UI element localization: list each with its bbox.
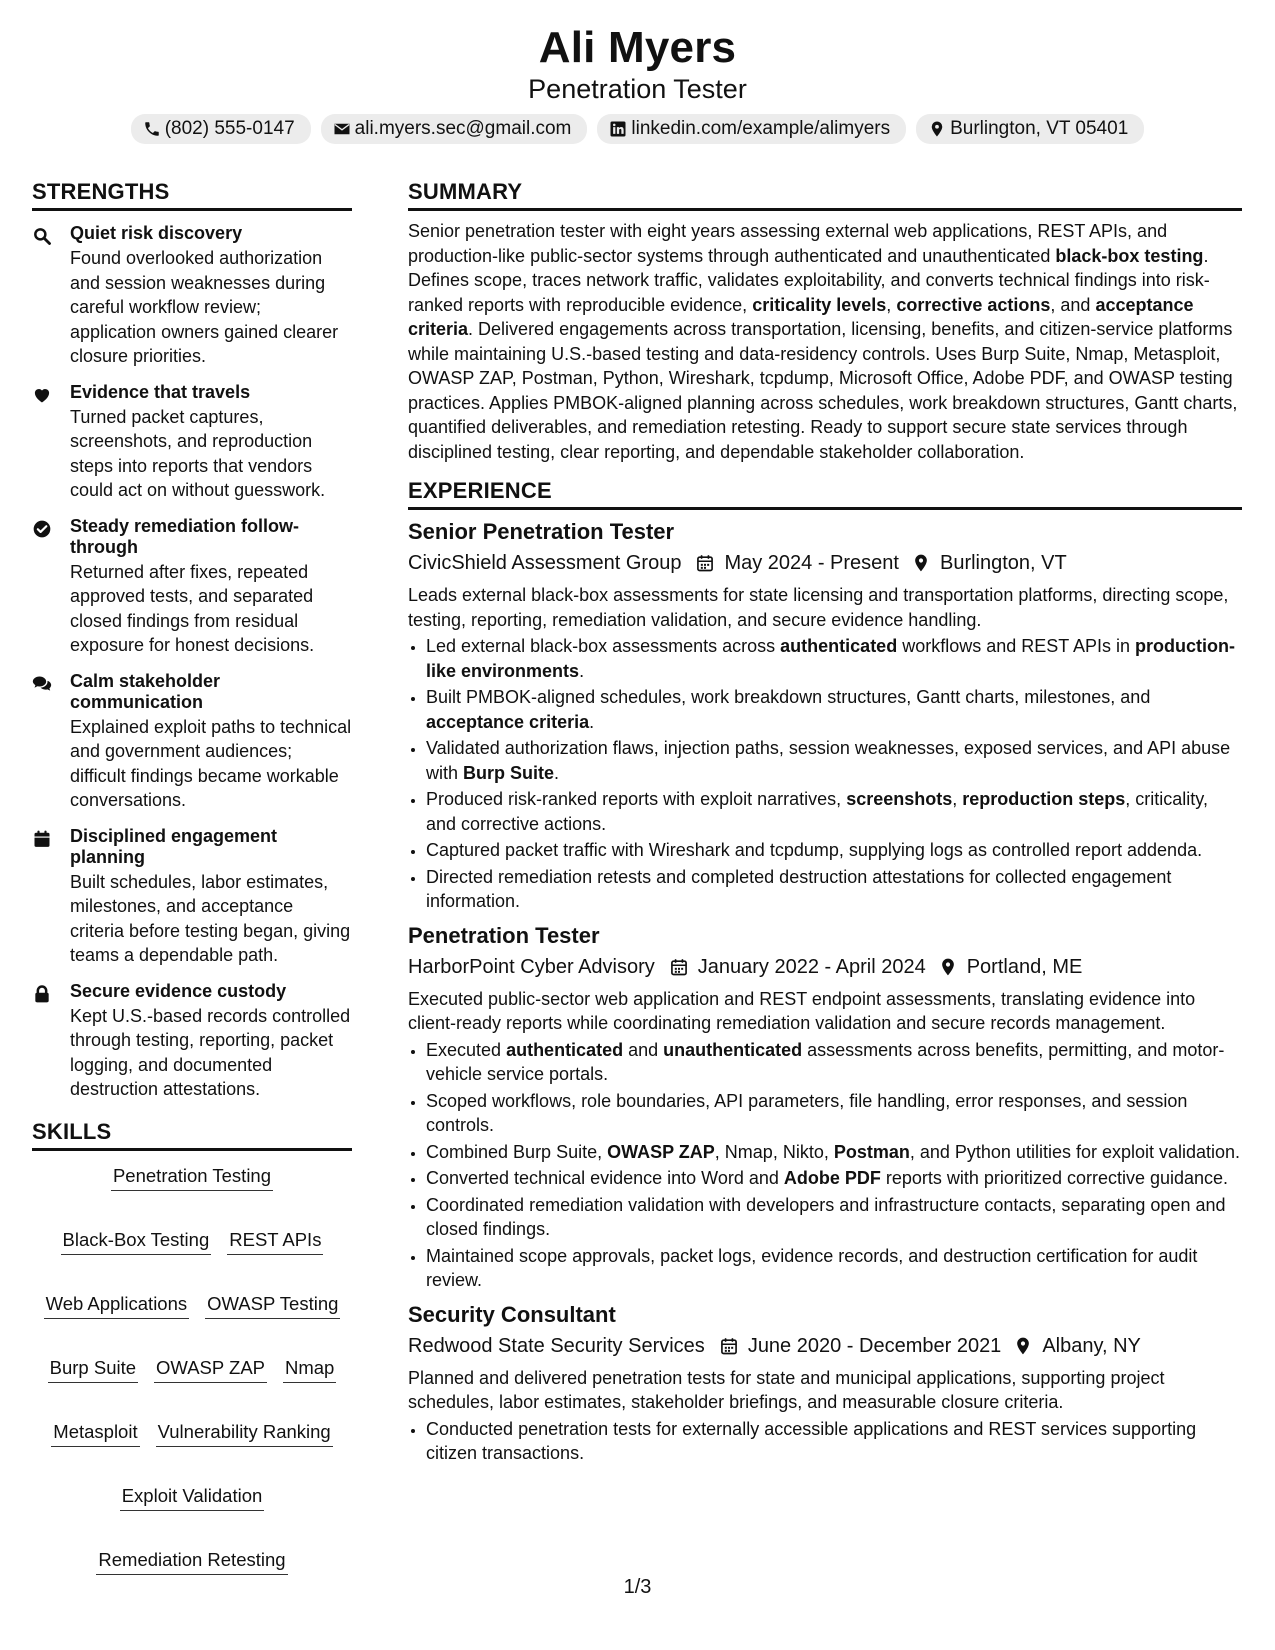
skills-heading: SKILLS	[32, 1118, 352, 1151]
skill-tag: Nmap	[283, 1357, 336, 1383]
contact-email-text: ali.myers.sec@gmail.com	[354, 118, 572, 139]
job-bullet: • Converted technical evidence into Word and Adobe PDF reports with prioritized corrective guidance.	[426, 1166, 1242, 1191]
strength-text: Explained exploit paths to technical and government audiences; difficult findings became workable conversations.	[70, 716, 352, 810]
resume-header	[0, 0, 1275, 144]
strength-item	[32, 516, 352, 658]
job-company: Redwood State Security Services	[408, 1334, 705, 1357]
strength-title: Disciplined engagement planning	[70, 825, 278, 867]
strength-item	[32, 382, 352, 503]
calendar-icon	[695, 553, 715, 573]
contact-location-text: Burlington, VT 05401	[950, 118, 1129, 139]
candidate-title: Penetration Tester	[528, 74, 747, 104]
job-location: Portland, ME	[966, 955, 1083, 978]
emphasis-text: corrective actions	[896, 294, 1051, 315]
contact-phone[interactable]	[131, 114, 311, 144]
emphasis-text: acceptance criteria	[408, 294, 1194, 339]
emphasis-text: acceptance criteria	[426, 711, 590, 732]
emphasis-text: screenshots	[846, 789, 953, 809]
strength-text: Turned packet captures, screenshots, and reproduction steps into reports that vendors could act on without guesswork.	[70, 406, 326, 500]
job-bullet: • Validated authorization flaws, injection paths, session weaknesses, exposed services, and API abuse with Burp Suite.	[426, 736, 1242, 785]
job-bullets	[408, 1038, 1242, 1293]
strength-item	[32, 223, 352, 369]
job-intro: Planned and delivered penetration tests for state and municipal applications, supporting project schedules, labor estimates, stakeholder briefings, and measurable closure criteria.	[408, 1367, 1165, 1412]
contact-phone-text: (802) 555-0147	[164, 118, 295, 139]
emphasis-text: authenticated	[780, 636, 898, 656]
strengths-list	[32, 223, 352, 1102]
emphasis-text: production-like environments	[426, 636, 1235, 681]
job-dates: June 2020 - December 2021	[747, 1334, 1002, 1357]
candidate-name: Ali Myers	[538, 23, 737, 72]
strength-title: Secure evidence custody	[70, 980, 287, 1001]
job-bullets	[408, 1417, 1242, 1466]
skill-tag: REST APIs	[227, 1229, 323, 1255]
strength-item	[32, 981, 352, 1102]
strength-title: Calm stakeholder communication	[70, 670, 221, 712]
job-bullet: • Built PMBOK-aligned schedules, work breakdown structures, Gantt charts, milestones, and acceptance criteria.	[426, 685, 1242, 734]
right-column	[408, 178, 1242, 1468]
strength-title: Steady remediation follow-through	[70, 515, 300, 557]
check-circle-icon	[32, 519, 52, 539]
job-bullet: • Directed remediation retests and completed destruction attestations for collected engagement information.	[426, 865, 1242, 914]
contact-bar	[0, 114, 1275, 144]
phone-icon	[143, 120, 161, 138]
calendar-icon	[719, 1336, 739, 1356]
emphasis-text: unauthenticated	[663, 1039, 803, 1060]
job-role: Penetration Tester	[408, 922, 600, 948]
job-bullet: • Led external black-box assessments across authenticated workflows and REST APIs in production-like environments.	[426, 634, 1242, 683]
skill-tag: OWASP ZAP	[154, 1357, 267, 1383]
comments-icon	[32, 674, 52, 694]
skill-tag: Metasploit	[51, 1421, 139, 1447]
strength-title: Evidence that travels	[70, 381, 251, 402]
emphasis-text: authenticated	[506, 1039, 624, 1060]
skill-tag: Burp Suite	[48, 1357, 138, 1383]
job-bullet: • Captured packet traffic with Wireshark and tcpdump, supplying logs as controlled report addenda.	[426, 838, 1242, 863]
experience-section	[408, 477, 1242, 1466]
job-intro: Executed public-sector web application and REST endpoint assessments, translating evidence into client-ready reports while coordinating remediation validation and secure records management.	[408, 988, 1196, 1033]
envelope-icon	[333, 120, 351, 138]
job-bullet: • Conducted penetration tests for externally accessible applications and REST services supporting citizen transactions.	[426, 1417, 1242, 1466]
job-bullet: • Produced risk-ranked reports with exploit narratives, screenshots, reproduction steps, criticality, and corrective actions.	[426, 787, 1242, 836]
job-bullet: • Coordinated remediation validation with developers and infrastructure contacts, separating open and closed findings.	[426, 1193, 1242, 1242]
map-pin-icon	[938, 957, 958, 977]
strength-text: Returned after fixes, repeated approved tests, and separated closed findings from residual exposure for honest decisions.	[70, 561, 315, 655]
job-entry	[408, 518, 1242, 914]
job-meta	[408, 1332, 1242, 1360]
skill-tag: Exploit Validation	[120, 1485, 265, 1511]
search-icon	[32, 226, 52, 246]
job-dates: May 2024 - Present	[724, 552, 899, 574]
emphasis-text: reproduction steps	[962, 789, 1126, 809]
skill-tag: Vulnerability Ranking	[156, 1421, 333, 1447]
map-pin-icon	[911, 553, 931, 573]
job-meta	[408, 549, 1242, 577]
skills-section	[32, 1118, 352, 1575]
skill-tag: Penetration Testing	[111, 1165, 273, 1191]
strength-text: Kept U.S.-based records controlled through testing, reporting, packet logging, and documented destruction attestations.	[70, 1005, 351, 1099]
contact-linkedin-text: linkedin.com/example/alimyers	[631, 118, 891, 139]
emphasis-text: Postman	[833, 1141, 910, 1162]
strength-item	[32, 671, 352, 813]
emphasis-text: black-box testing	[1055, 245, 1204, 266]
heart-icon	[32, 385, 52, 405]
strength-text: Built schedules, labor estimates, milestones, and acceptance criteria before testing began, giving teams a dependable path.	[70, 871, 351, 965]
strengths-heading: STRENGTHS	[32, 178, 352, 211]
experience-heading: EXPERIENCE	[408, 477, 1242, 510]
job-entry	[408, 1301, 1242, 1466]
lock-icon	[32, 984, 52, 1004]
skills-list	[32, 1165, 352, 1575]
job-location: Burlington, VT	[939, 552, 1067, 574]
strength-item	[32, 826, 352, 968]
job-entry	[408, 922, 1242, 1293]
emphasis-text: OWASP ZAP	[607, 1141, 715, 1162]
contact-location	[916, 114, 1144, 144]
strength-title: Quiet risk discovery	[70, 223, 243, 243]
calendar-icon	[32, 829, 52, 849]
summary-text: Senior penetration tester with eight years assessing external web applications, REST APIs, and production-like public-sector systems through authenticated and unauthenticated black-box testing. Defines scope, traces network traffic, validates exploitability, and converts technical findings into risk-ranked reports with reproducible evidence, criticality levels, corrective actions, and acceptance criteria. Delivered engagements across transportation, licensing, benefits, and citizen-service platforms while maintaining U.S.-based testing and data-residency controls. Uses Burp Suite, Nmap, Metasploit, OWASP ZAP, Postman, Python, Wireshark, tcpdump, Microsoft Office, Adobe PDF, and OWASP testing practices. Applies PMBOK-aligned planning across schedules, work breakdown structures, Gantt charts, quantified deliverables, and remediation retesting. Ready to support secure state services through disciplined testing, clear reporting, and dependable stakeholder collaboration.	[408, 221, 1238, 462]
calendar-icon	[669, 957, 689, 977]
strength-text: Found overlooked authorization and session weaknesses during careful workflow review; application owners gained clearer closure priorities.	[70, 248, 339, 366]
job-meta	[408, 953, 1242, 981]
page-number: 1/3	[623, 1576, 652, 1598]
job-bullets	[408, 634, 1242, 914]
job-company: HarborPoint Cyber Advisory	[408, 955, 655, 978]
contact-email[interactable]	[321, 114, 588, 144]
job-company: CivicShield Assessment Group	[408, 552, 682, 574]
job-bullet: • Scoped workflows, role boundaries, API parameters, file handling, error responses, and session controls.	[426, 1089, 1242, 1138]
left-column	[32, 178, 352, 1575]
contact-linkedin[interactable]	[597, 114, 906, 144]
emphasis-text: Adobe PDF	[783, 1168, 881, 1188]
job-location: Albany, NY	[1042, 1334, 1141, 1357]
job-intro: Leads external black-box assessments for state licensing and transportation platforms, directing scope, testing, reporting, remediation validation, and secure evidence handling.	[408, 585, 1229, 630]
job-role: Senior Penetration Tester	[408, 519, 675, 544]
skill-tag: OWASP Testing	[205, 1293, 340, 1319]
job-bullet: • Executed authenticated and unauthenticated assessments across benefits, permitting, and motor-vehicle service portals.	[426, 1038, 1242, 1087]
skill-tag: Black-Box Testing	[61, 1229, 212, 1255]
summary-heading: SUMMARY	[408, 178, 1242, 211]
linkedin-icon	[609, 120, 627, 138]
emphasis-text: criticality levels	[752, 294, 887, 315]
map-pin-icon	[1013, 1336, 1033, 1356]
job-bullet: • Combined Burp Suite, OWASP ZAP, Nmap, Nikto, Postman, and Python utilities for exploit validation.	[426, 1140, 1242, 1165]
job-role: Security Consultant	[408, 1301, 616, 1327]
skill-tag: Web Applications	[44, 1293, 190, 1319]
emphasis-text: Burp Suite	[463, 762, 555, 783]
job-dates: January 2022 - April 2024	[697, 955, 926, 978]
job-bullet: • Maintained scope approvals, packet logs, evidence records, and destruction certification for audit review.	[426, 1244, 1242, 1293]
skill-tag: Remediation Retesting	[96, 1549, 287, 1575]
map-pin-icon	[928, 120, 946, 138]
